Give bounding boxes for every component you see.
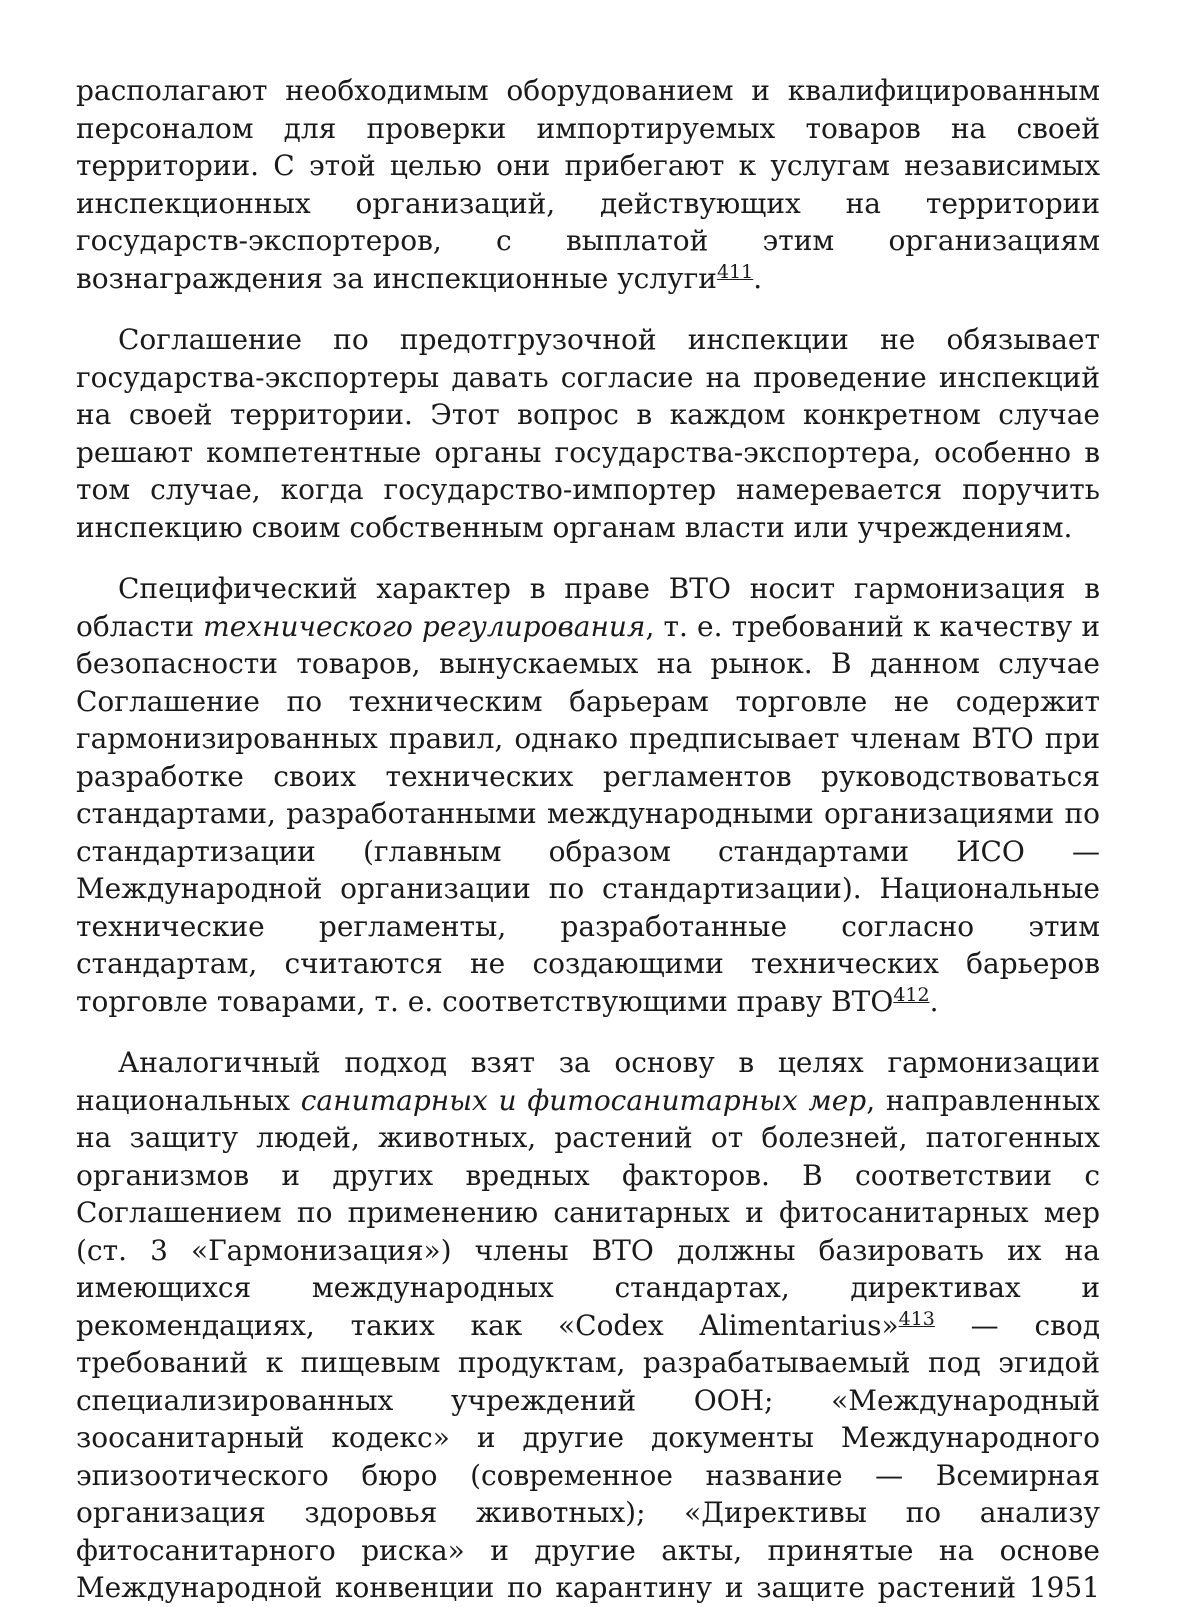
paragraph-4-text-start: Аналогичный подход взят за основу в целях гармонизации национальных <box>76 1046 1100 1117</box>
paragraph-1-end: . <box>753 261 763 295</box>
paragraph-3-emphasis: технического регулирования <box>203 609 646 643</box>
paragraph-3-text: , т. е. требований к качеству и безопасности товаров, вынускаемых на рынок. В данном случае Соглашение по техническим барьерам торговле не содержит гармонизированных правил, однако предписывает членам ВТО при разработке своих технических регламентов руководствоваться стандартами, разработанными международными организациями по стандартизации (главным образом стандартами ИСО — Международной организации по стандартизации). Национальные технические регламенты, разработанные согласно этим стандартам, считаются не создающими технических барьеров торговле товарами, т. е. соответствующими праву ВТО <box>76 609 1100 1018</box>
footnote-ref-412[interactable]: 412 <box>893 983 930 1006</box>
paragraph-4 <box>76 1044 1100 1607</box>
paragraph-3 <box>76 570 1100 1020</box>
footnote-ref-411[interactable]: 411 <box>716 260 754 283</box>
paragraph-2-text: Соглашение по предотгрузочной инспекции не обязывает государства-экспортеры давать согласие на проведение инспекций на своей территории. Этот вопрос в каждом конкретном случае решают компетентные органы государства-экспортера, особенно в том случае, когда государство-импортер намеревается поручить инспекцию своим собственным органам власти или учреждениям. <box>76 323 1100 544</box>
paragraph-3-end: . <box>929 984 939 1018</box>
paragraph-1-text: располагают необходимым оборудованием и квалифицированным персоналом для проверки импортируемых товаров на своей территории. С этой целью они прибегают к услугам независимых инспекционных организаций, действующих на территории государств-экспортеров, с выплатой этим организациям вознаграждения за инспекционные услуги <box>76 74 1100 295</box>
paragraph-4-text-end: — свод требований к пищевым продуктам, разрабатываемый под эгидой специализированных учреждений ООН; «Международный зоосанитарный кодекс» и другие документы Международного эпизоотического бюро (современное название — Всемирная организация здоровья животных); «Директивы по анализу фитосанитарного риска» и другие акты, принятые на основе Международной конвенции по карантину и защите растений 1951 <box>76 1308 1100 1604</box>
footnote-ref-413[interactable]: 413 <box>898 1307 935 1330</box>
paragraph-1 <box>76 72 1100 297</box>
paragraph-4-text: , направленных на защиту людей, животных, растений от болезней, патогенных организмов и других вредных факторов. В соответствии с Соглашением по применению санитарных и фитосанитарных мер (ст. 3 «Гармонизация») члены ВТО должны базировать их на имеющихся международных стандартах, директивах и рекомендациях, таких как «Codex Alimentarius» <box>76 1083 1101 1342</box>
paragraph-4-emphasis: санитарных и фитосанитарных мер <box>300 1083 867 1117</box>
document-page <box>76 72 1100 1607</box>
paragraph-2 <box>76 321 1100 546</box>
paragraph-3-text-start: Специфический характер в праве ВТО носит гармонизация в области <box>76 572 1100 643</box>
